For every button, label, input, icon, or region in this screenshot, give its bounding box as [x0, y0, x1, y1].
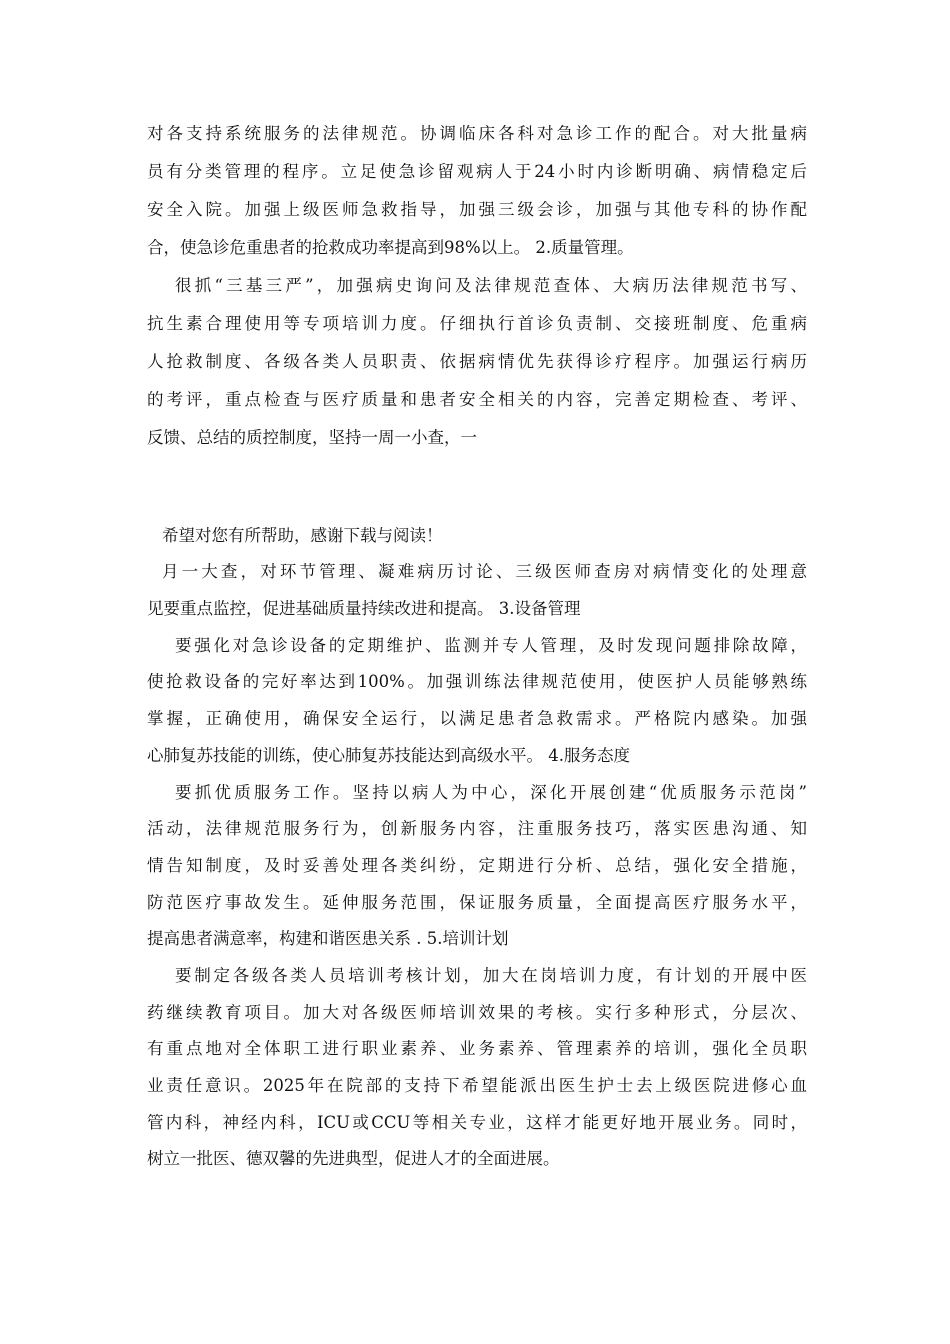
text-line: 的考评，重点检查与医疗质量和患者安全相关的内容，完善定期检查、考评、: [147, 390, 807, 409]
text-line: 月一大查，对环节管理、凝难病历讨论、三级医师查房对病情变化的处理意: [162, 562, 807, 581]
text-line: 有重点地对全体职工进行职业素养、业务素养、管理素养的培训，强化全员职: [147, 1039, 807, 1058]
text-line: 对各支持系统服务的法律规范。协调临床各科对急诊工作的配合。对大批量病: [147, 124, 807, 143]
text-line: 抗生素合理使用等专项培训力度。仔细执行首诊负责制、交接班制度、危重病: [147, 314, 807, 333]
text-line: 要制定各级各类人员培训考核计划，加大在岗培训力度，有计划的开展中医: [175, 966, 807, 985]
text-line: 很抓“三基三严”，加强病史询问及法律规范查体、大病历法律规范书写、: [175, 276, 807, 295]
download-note: 希望对您有所帮助，感谢下载与阅读！: [162, 526, 443, 545]
text-line: 树立一批医、德双馨的先进典型，促进人才的全面进展。: [147, 1149, 560, 1168]
text-line: 业责任意识。2025年在院部的支持下希望能派出医生护士去上级医院进修心血: [147, 1076, 807, 1095]
text-line: 活动，法律规范服务行为，创新服务内容，注重服务技巧，落实医患沟通、知: [147, 819, 807, 838]
text-line: 使抢救设备的完好率达到100%。加强训练法律规范使用，使医护人员能够熟练: [147, 672, 807, 691]
text-line: 心肺复苏技能的训练，使心肺复苏技能达到高级水平。 4.服务态度: [147, 746, 630, 765]
text-line: 要抓优质服务工作。坚持以病人为中心，深化开展创建“优质服务示范岗”: [175, 783, 807, 802]
text-line: 药继续教育项目。加大对各级医师培训效果的考核。实行多种形式，分层次、: [147, 1003, 807, 1022]
text-line: 员有分类管理的程序。立足使急诊留观病人于24小时内诊断明确、病情稳定后: [147, 162, 807, 181]
text-line: 管内科，神经内科，ICU或CCU等相关专业，这样才能更好地开展业务。同时，: [147, 1113, 807, 1132]
text-line: 提高患者满意率，构建和谐医患关系 . 5.培训计划: [147, 929, 509, 948]
text-line: 掌握，正确使用，确保安全运行，以满足患者急救需求。严格院内感染。加强: [147, 709, 807, 728]
text-line: 合，使急诊危重患者的抢救成功率提高到98%以上。 2.质量管理。: [147, 238, 634, 257]
text-line: 人抢救制度、各级各类人员职责、依据病情优先获得诊疗程序。加强运行病历: [147, 352, 807, 371]
text-line: 安全入院。加强上级医师急救指导，加强三级会诊，加强与其他专科的协作配: [147, 200, 807, 219]
text-line: 防范医疗事故发生。延伸服务范围，保证服务质量，全面提高医疗服务水平，: [147, 893, 807, 912]
text-line: 反馈、总结的质控制度，坚持一周一小查，一: [147, 428, 477, 447]
text-line: 见要重点监控，促进基础质量持续改进和提高。 3.设备管理: [147, 599, 581, 618]
text-line: 情告知制度，及时妥善处理各类纠纷，定期进行分析、总结，强化安全措施，: [147, 856, 807, 875]
text-line: 要强化对急诊设备的定期维护、监测并专人管理，及时发现问题排除故障，: [175, 636, 807, 655]
